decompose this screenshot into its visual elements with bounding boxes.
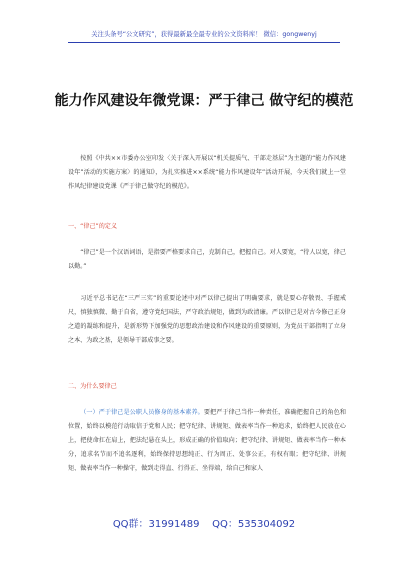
xi-quote-paragraph: 习近平总书记在“三严三实”的重要论述中对严以律己提出了明确要求，就是要心存敬畏、手握戒尺，慎独慎微、勤于自省，遵守党纪国法，严守政治规矩，做到为政清廉。严以律己是对古今修己正身之道的凝练和提升，是新形势下加强党的思想政治建设和作风建设的重要原则，为党员干部指明了立身之本、为政之基，是领导干部成事之要。 (68, 295, 346, 344)
intro-paragraph: 按照《中共××市委办公室印发〈关于深入开展以“机关提质气、干部走基层”为主题的“能力作风建设年”活动的实施方案〉的通知》，为扎实推进××系统“能力作风建设年”活动开展，今天我们就上一堂作风纪律建设党课《严于律己做守纪的模范》。 (68, 155, 346, 190)
section-heading-why: 二、为什么要律己 (68, 383, 117, 390)
document-title: 能力作风建设年微党课：严于律己 做守纪的模范 (54, 93, 354, 109)
header-divider (68, 42, 340, 43)
footer-qq-number: QQ：535304092 (212, 519, 296, 530)
definition-paragraph: “律己”是一个汉语词语，是指要严格要求自己，克制自己，把握自己。对人要宽，“待人以宽，律己以勤。” (68, 249, 346, 270)
footer-contact (0, 519, 408, 531)
reason-lead-text: （一）严于律己是公职人员修身的基本素养。 (80, 409, 204, 416)
reason-paragraph (68, 406, 346, 476)
reason-body-text: 要把严于律己当作一种责任，准确把握自己的角色和位置，始终以模范行动取信于党和人民；把守纪律、讲规矩、做表率当作一种追求，始终把人民放在心上，把使命扛在肩上，把法纪悬在头上，形成正确的价值取向；把守纪律、讲规矩、做表率当作一种本分，追求名节而不追名逐利，始终保持思想纯正、行为周正、处事公正，有权有眼；把守纪律、讲规矩、做表率当作一种操守，做到走得直、行得正、坐得端，给自己和家人 (68, 409, 347, 472)
header-banner: 关注头条号“公文研究”，获得最新最全最专业的公文资料库！ 微信：gongwenyj (91, 31, 317, 38)
footer-qq-group: QQ群：31991489 (112, 519, 200, 530)
section-heading-definition: 一、“律己”的定义 (68, 223, 117, 230)
